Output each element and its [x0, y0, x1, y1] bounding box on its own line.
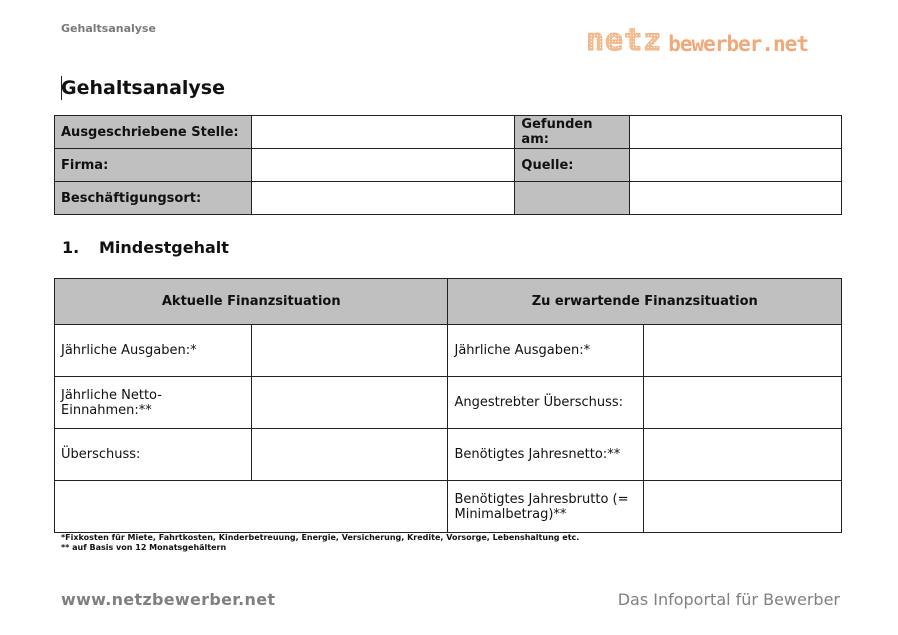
header-title: Gehaltsanalyse	[61, 22, 156, 35]
empty-field[interactable]	[630, 182, 842, 215]
empty-gray-cell	[515, 182, 630, 215]
expected-expenses-label: Jährliche Ausgaben:*	[448, 325, 644, 377]
target-surplus-label: Angestrebter Überschuss:	[448, 377, 644, 429]
footnote-2: ** auf Basis von 12 Monatsgehältern	[61, 543, 227, 552]
footer-website: www.netzbewerber.net	[61, 590, 276, 609]
table-header-row	[55, 279, 842, 325]
section-number: 1.	[62, 238, 80, 257]
current-income-field[interactable]	[251, 377, 448, 429]
current-expenses-label: Jährliche Ausgaben:*	[55, 325, 252, 377]
footer-tagline: Das Infoportal für Bewerber	[617, 590, 840, 609]
logo-bewerber-text: bewerber.net	[668, 32, 808, 56]
table-row	[55, 429, 842, 481]
required-gross-field[interactable]	[644, 481, 842, 533]
salary-table	[54, 278, 842, 533]
table-row	[55, 481, 842, 533]
found-date-field[interactable]	[630, 116, 842, 149]
source-label: Quelle:	[515, 149, 630, 182]
footnote-1: *Fixkosten für Miete, Fahrtkosten, Kinderbetreuung, Energie, Versicherung, Kredite, Vorsorge, Lebenshaltung etc.	[61, 533, 580, 542]
footnotes	[61, 533, 579, 553]
required-net-field[interactable]	[644, 429, 842, 481]
job-info-table	[54, 115, 842, 215]
section-heading	[62, 238, 229, 257]
expected-situation-header: Zu erwartende Finanzsituation	[448, 279, 842, 325]
table-row	[55, 116, 842, 149]
table-row	[55, 325, 842, 377]
table-row	[55, 182, 842, 215]
expected-expenses-field[interactable]	[644, 325, 842, 377]
company-field[interactable]	[251, 149, 515, 182]
found-date-label: Gefunden am:	[515, 116, 630, 149]
current-situation-header: Aktuelle Finanzsituation	[55, 279, 448, 325]
section-title: Mindestgehalt	[99, 238, 229, 257]
required-gross-label: Benötigtes Jahresbrutto (= Minimalbetrag)**	[448, 481, 644, 533]
document-title[interactable]: Gehaltsanalyse	[61, 77, 225, 99]
location-field[interactable]	[251, 182, 515, 215]
current-expenses-field[interactable]	[251, 325, 448, 377]
current-surplus-label: Überschuss:	[55, 429, 252, 481]
target-surplus-field[interactable]	[644, 377, 842, 429]
logo-netz-text: netz	[586, 23, 663, 58]
current-surplus-field[interactable]	[251, 429, 448, 481]
source-field[interactable]	[630, 149, 842, 182]
company-label: Firma:	[55, 149, 252, 182]
netzbewerber-logo	[586, 24, 808, 56]
position-field[interactable]	[251, 116, 515, 149]
table-row	[55, 377, 842, 429]
position-label: Ausgeschriebene Stelle:	[55, 116, 252, 149]
current-income-label: Jährliche Netto-Einnahmen:**	[55, 377, 252, 429]
table-row	[55, 149, 842, 182]
required-net-label: Benötigtes Jahresnetto:**	[448, 429, 644, 481]
location-label: Beschäftigungsort:	[55, 182, 252, 215]
empty-merged-cell	[55, 481, 448, 533]
